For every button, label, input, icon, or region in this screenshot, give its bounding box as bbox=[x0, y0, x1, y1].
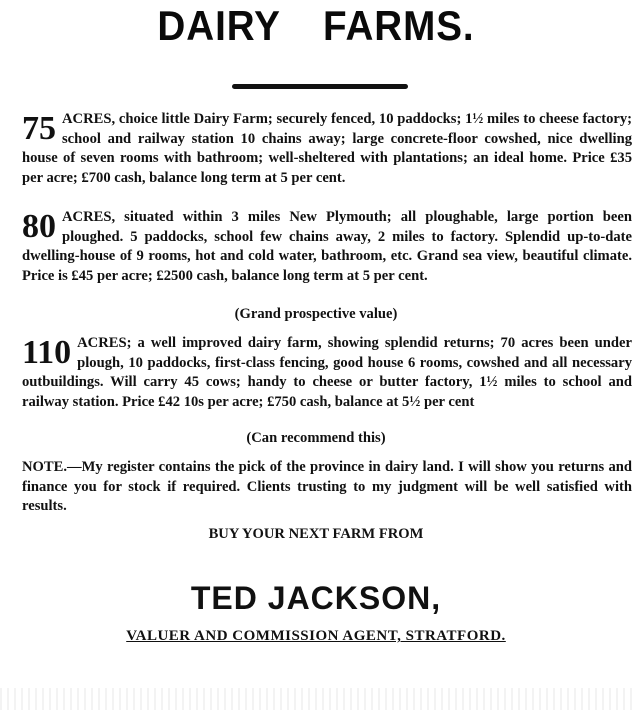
decorative-rule bbox=[232, 84, 408, 89]
agent-line: VALUER AND COMMISSION AGENT, STRATFORD. bbox=[126, 628, 506, 644]
listing-75-acres bbox=[22, 110, 632, 188]
firm-name: TED JACKSON, bbox=[190, 580, 442, 616]
listing-text: ACRES, choice little Dairy Farm; securely fenced, 10 paddocks; 1½ miles to cheese factory; school and railway station 10 chains away; large concrete-floor cowshed, nice dwelling house of seven rooms with bathroom; well-sheltered with plantations; an ideal home. Price £35 per acre; £700 cash, balance long term at 5 per cent. bbox=[22, 111, 632, 186]
listing-text: ACRES, situated within 3 miles New Plymouth; all ploughable, large portion been ploughed. 5 paddocks, school few chains away, 2 miles to factory. Splendid up-to-date dwelling-house of 9 rooms, hot and cold water, bathroom, etc. Grand sea view, beautiful climate. Price is £45 per acre; £2500 cash, balance long term at 5 per cent. bbox=[22, 209, 632, 284]
headline: DAIRY FARMS. bbox=[157, 2, 475, 49]
listing-note: (Can recommend this) bbox=[246, 430, 386, 446]
listing-note: (Grand prospective value) bbox=[234, 306, 398, 322]
listing-text: ACRES; a well improved dairy farm, showing splendid returns; 70 acres been under plough, 10 paddocks, first-class fencing, good house 6 rooms, cowshed and all necessary outbuildings. Will carry 45 cows; handy to cheese or butter factory, 1½ miles to school and railway station. Price £42 10s per acre; £750 cash, balance at 5½ per cent bbox=[22, 335, 632, 410]
listing-80-acres bbox=[22, 208, 632, 286]
notice: NOTE.—My register contains the pick of the province in dairy land. I will show you returns and finance you for stock if required. Clients trusting to my judgment will be well satisfied with results. bbox=[22, 459, 632, 515]
listing-110-acres bbox=[22, 334, 632, 412]
listing-number: 80 bbox=[22, 208, 56, 245]
listing-number: 110 bbox=[22, 334, 72, 371]
paper-texture bbox=[0, 688, 632, 710]
listing-number: 75 bbox=[22, 110, 56, 147]
buy-line: BUY YOUR NEXT FARM FROM bbox=[208, 526, 424, 542]
